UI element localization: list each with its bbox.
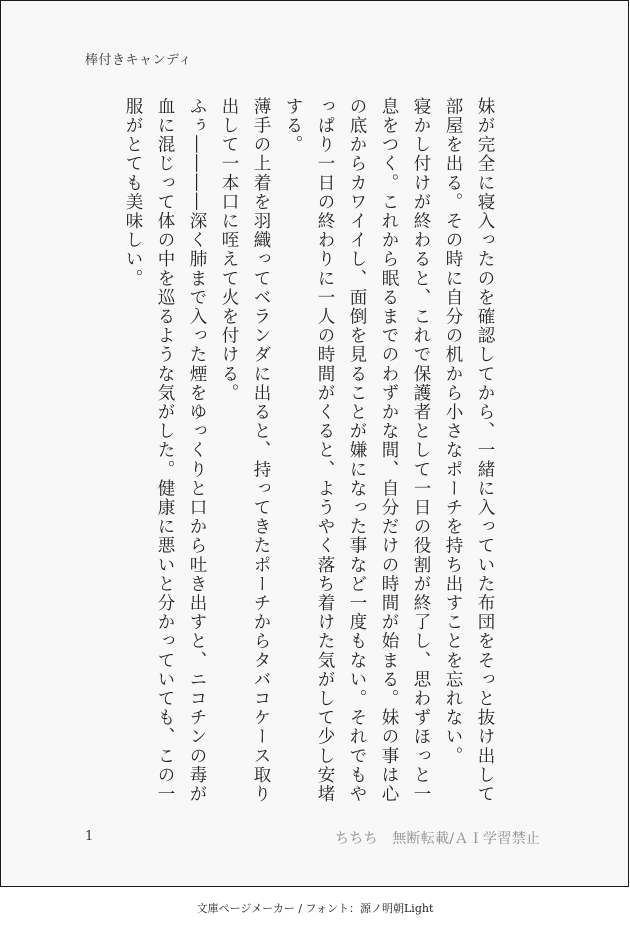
vertical-body-text	[79, 97, 501, 811]
generator-footer: 文庫ページメーカー / フォント：源ノ明朝Light	[196, 902, 434, 915]
paragraph-2: 寝かし付けが終わると、これで保護者として一日の役割が終了し、思わずほっと一息をつく。これから眠るまでのわずかな間、自分だけの時間が始まる。妹の事は心の底からカワイイし、面倒を見ることが嫌になった事など一度もない。それでもやっぱり一日の終わりに一人の時間がくると、ようやく落ち着けた気がして少し安堵する。	[283, 97, 431, 804]
paragraph-3: 薄手の上着を羽織ってベランダに出ると、持ってきたポーチからタバコケース取り出して一本口に咥えて火を付ける。	[219, 97, 271, 804]
author-credit: ちちち 無断転載/ＡＩ学習禁止	[335, 831, 541, 847]
paragraph-4: ふぅ――――深く肺まで入った煙をゆっくりと口から吐き出すと、ニコチンの毒が血に混じって体の中を巡るような気がした。健康に悪いと分かっていても、この一服がとても美味しい。	[123, 97, 207, 804]
page-title: 棒付きキャンディ	[85, 53, 192, 68]
page-number: 1	[85, 829, 94, 844]
paragraph-1: 妹が完全に寝入ったのを確認してから、一緒に入っていた布団をそっと抜け出して部屋を出る。その時に自分の机から小さなポーチを持ち出すことを忘れない。	[443, 97, 495, 804]
